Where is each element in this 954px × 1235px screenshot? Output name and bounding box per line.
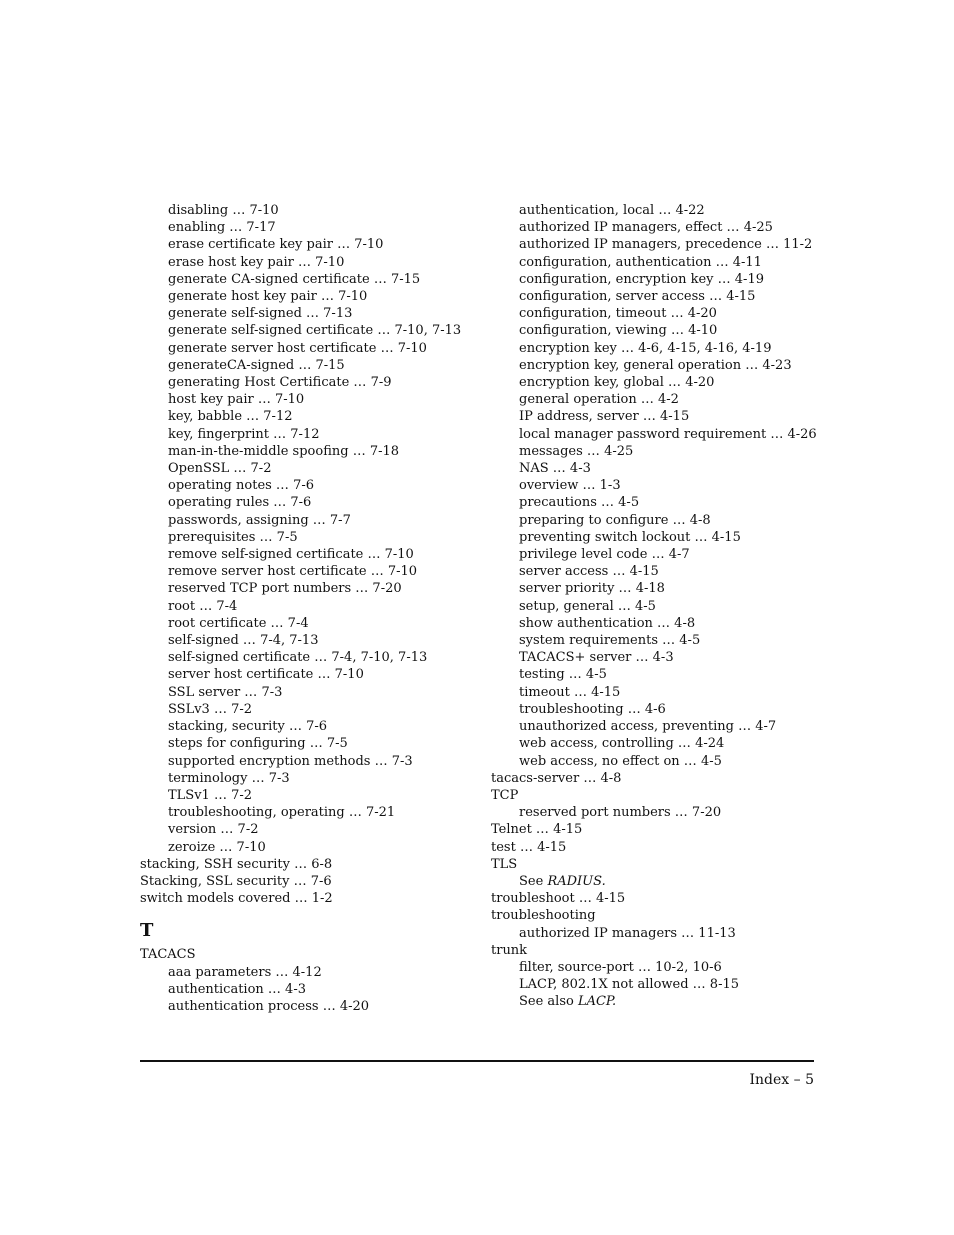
index-subentry: key, fingerprint … 7-12 <box>168 426 320 442</box>
index-subentry: TACACS+ server … 4-3 <box>519 650 674 666</box>
footer-rule <box>140 1060 814 1062</box>
index-entry: Telnet … 4-15 <box>491 822 583 838</box>
index-subentry: configuration, timeout … 4-20 <box>519 306 717 322</box>
index-subentry: generate self-signed certificate … 7-10, 7-13 <box>168 323 462 339</box>
index-subentry: SSL server … 7-3 <box>168 684 283 700</box>
index-subentry: server access … 4-15 <box>519 564 659 580</box>
index-subentry: precautions … 4-5 <box>519 495 640 511</box>
index-subentry: configuration, authentication … 4-11 <box>519 254 762 270</box>
index-subentry: LACP, 802.1X not allowed … 8-15 <box>519 977 740 993</box>
index-subentry: preventing switch lockout … 4-15 <box>519 529 741 545</box>
index-entry: TCP <box>491 787 519 803</box>
index-subentry: erase certificate key pair … 7-10 <box>168 237 384 253</box>
index-subentry: SSLv3 … 7-2 <box>168 701 253 717</box>
index-subentry <box>491 993 821 1010</box>
index-entry: troubleshoot … 4-15 <box>491 891 626 907</box>
index-subentry: man-in-the-middle spoofing … 7-18 <box>168 443 400 459</box>
index-subentry: authorized IP managers, effect … 4-25 <box>519 220 773 236</box>
index-subentry: key, babble … 7-12 <box>168 409 293 425</box>
index-subentry: web access, controlling … 4-24 <box>519 736 725 752</box>
index-entry: Stacking, SSL security … 7-6 <box>140 873 332 889</box>
index-subentry: remove server host certificate … 7-10 <box>168 564 418 580</box>
cross-reference-prefix: See <box>519 873 548 889</box>
index-subentry: generate self-signed … 7-13 <box>168 306 353 322</box>
index-entry: troubleshooting <box>491 908 596 924</box>
index-subentry: operating rules … 7-6 <box>168 495 312 511</box>
index-subentry: disabling … 7-10 <box>168 203 279 218</box>
index-subentry: encryption key, general operation … 4-23 <box>519 357 792 373</box>
index-subentry: generateCA-signed … 7-15 <box>168 357 345 373</box>
index-entry: switch models covered … 1-2 <box>140 891 333 907</box>
index-subentry: server host certificate … 7-10 <box>168 667 364 683</box>
index-subentry: show authentication … 4-8 <box>519 615 696 631</box>
index-subentry: timeout … 4-15 <box>519 684 621 700</box>
index-entry: tacacs-server … 4-8 <box>491 770 622 786</box>
index-subentry: NAS … 4-3 <box>519 461 591 477</box>
index-subentry: filter, source-port … 10-2, 10-6 <box>519 959 722 975</box>
index-subentry: self-signed certificate … 7-4, 7-10, 7-13 <box>168 650 428 666</box>
index-subentry: general operation … 4-2 <box>519 392 679 408</box>
index-subentry: steps for configuring … 7-5 <box>168 736 348 752</box>
index-column-right <box>491 202 821 1011</box>
index-subentry: local manager password requirement … 4-26 <box>519 426 817 442</box>
index-subentry: root certificate … 7-4 <box>168 615 309 631</box>
index-subentry: unauthorized access, preventing … 4-7 <box>519 719 777 735</box>
index-subentry: generate server host certificate … 7-10 <box>168 340 427 356</box>
index-subentry: enabling … 7-17 <box>168 220 276 236</box>
index-entry: TLS <box>491 856 518 872</box>
cross-reference-target: LACP. <box>577 994 617 1010</box>
index-letter-heading: T <box>140 920 154 942</box>
page-number: Index – 5 <box>749 1072 814 1088</box>
index-subentry <box>491 873 821 890</box>
index-subentry: authentication process … 4-20 <box>168 998 370 1014</box>
index-subentry: self-signed … 7-4, 7-13 <box>168 633 319 649</box>
index-subentry: generate CA-signed certificate … 7-15 <box>168 271 421 287</box>
index-subentry: reserved TCP port numbers … 7-20 <box>168 581 402 597</box>
index-subentry: server priority … 4-18 <box>519 581 665 597</box>
index-subentry: root … 7-4 <box>168 598 238 614</box>
index-subentry: configuration, encryption key … 4-19 <box>519 271 764 287</box>
index-entry: stacking, SSH security … 6-8 <box>140 856 333 872</box>
index-subentry: generate host key pair … 7-10 <box>168 289 368 305</box>
index-subentry: OpenSSL … 7-2 <box>168 461 272 477</box>
index-subentry: prerequisites … 7-5 <box>168 529 298 545</box>
index-subentry: authentication, local … 4-22 <box>519 203 705 218</box>
index-subentry: host key pair … 7-10 <box>168 392 305 408</box>
index-subentry: passwords, assigning … 7-7 <box>168 512 351 528</box>
index-subentry: version … 7-2 <box>168 822 259 838</box>
index-entry: trunk <box>491 942 528 958</box>
cross-reference-prefix: See also <box>519 994 578 1010</box>
index-entry: TACACS <box>140 947 196 963</box>
index-subentry: encryption key … 4-6, 4-15, 4-16, 4-19 <box>519 340 772 356</box>
index-subentry: web access, no effect on … 4-5 <box>519 753 722 769</box>
index-subentry: troubleshooting … 4-6 <box>519 701 666 717</box>
index-subentry: configuration, viewing … 4-10 <box>519 323 718 339</box>
index-subentry: IP address, server … 4-15 <box>519 409 690 425</box>
index-subentry: authorized IP managers, precedence … 11-2 <box>519 237 813 253</box>
index-subentry: authentication … 4-3 <box>168 981 306 997</box>
index-subentry: system requirements … 4-5 <box>519 633 701 649</box>
index-subentry: terminology … 7-3 <box>168 770 290 786</box>
index-subentry: zeroize … 7-10 <box>168 839 266 855</box>
index-subentry: encryption key, global … 4-20 <box>519 375 715 391</box>
index-subentry: testing … 4-5 <box>519 667 607 683</box>
index-entry: test … 4-15 <box>491 839 567 855</box>
index-subentry: configuration, server access … 4-15 <box>519 289 756 305</box>
index-subentry: erase host key pair … 7-10 <box>168 254 345 270</box>
index-subentry: supported encryption methods … 7-3 <box>168 753 413 769</box>
index-subentry: setup, general … 4-5 <box>519 598 656 614</box>
index-column-left <box>140 202 480 1015</box>
index-subentry: generating Host Certificate … 7-9 <box>168 375 392 391</box>
index-subentry: remove self-signed certificate … 7-10 <box>168 547 414 563</box>
index-subentry: authorized IP managers … 11-13 <box>519 925 736 941</box>
index-subentry: preparing to configure … 4-8 <box>519 512 711 528</box>
index-subentry: TLSv1 … 7-2 <box>168 787 253 803</box>
index-subentry: stacking, security … 7-6 <box>168 719 328 735</box>
index-subentry: troubleshooting, operating … 7-21 <box>168 805 396 821</box>
index-subentry: aaa parameters … 4-12 <box>168 964 322 980</box>
index-subentry: overview … 1-3 <box>519 478 621 494</box>
index-subentry: reserved port numbers … 7-20 <box>519 805 722 821</box>
cross-reference-target: RADIUS. <box>547 873 606 889</box>
index-subentry: messages … 4-25 <box>519 443 634 459</box>
index-subentry: operating notes … 7-6 <box>168 478 315 494</box>
index-subentry: privilege level code … 4-7 <box>519 547 690 563</box>
